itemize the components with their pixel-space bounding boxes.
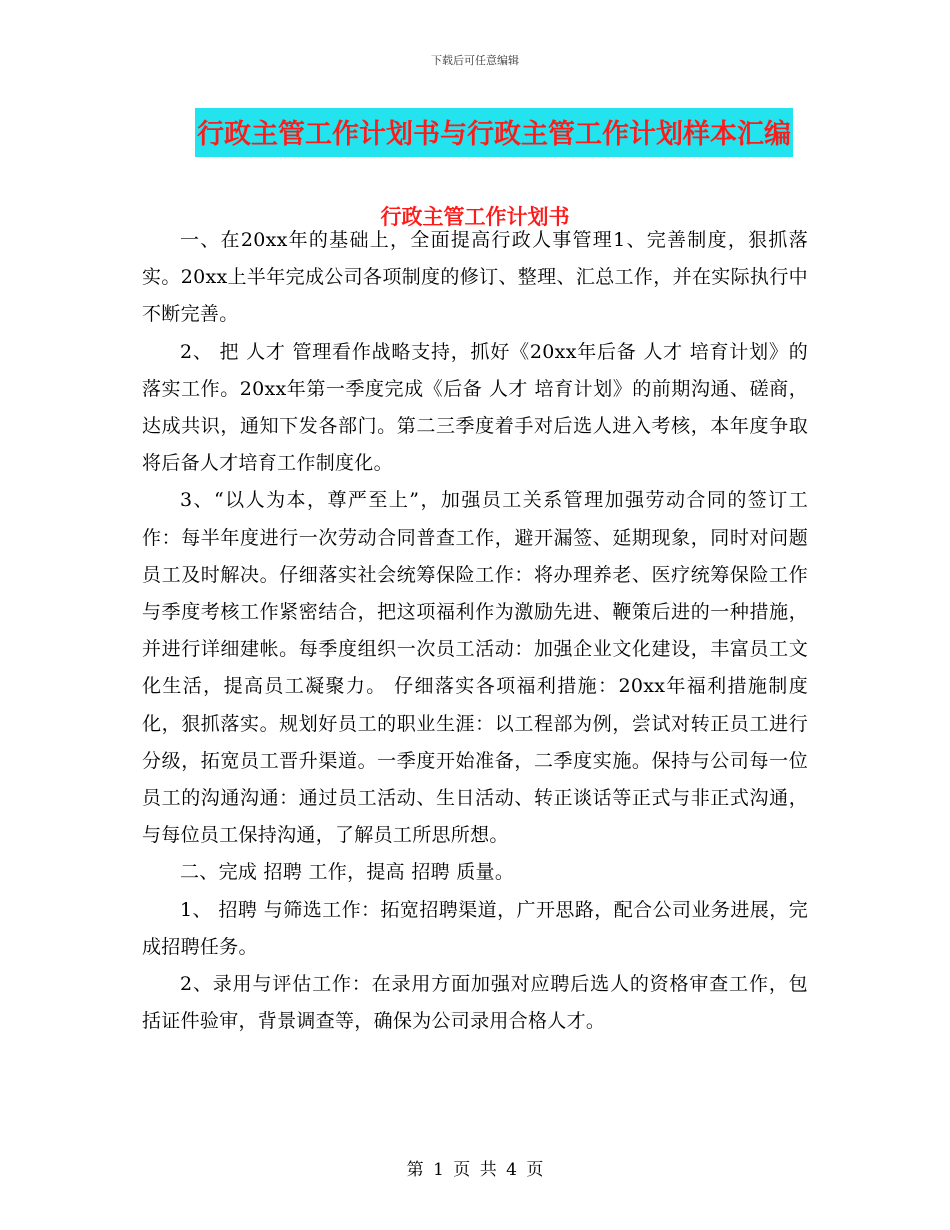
section-title: 行政主管工作计划书 (380, 204, 570, 229)
page-footer: 第 1 页 共 4 页 (406, 1160, 544, 1180)
header-note: 下载后可任意编辑 (431, 54, 519, 67)
paragraph: 1、 招聘 与筛选工作：拓宽招聘渠道，广开思路，配合公司业务进展，完成招聘任务。 (142, 898, 808, 958)
document-title: 行政主管工作计划书与行政主管工作计划样本汇编 (195, 108, 793, 157)
paragraph: 3、“以人为本，尊严至上”，加强员工关系管理加强劳动合同的签订工作：每半年度进行一次劳动合同普查工作，避开漏签、延期现象，同时对问题员工及时解决。仔细落实社会统筹保险工作：将办理养老、医疗统筹保险工作与季度考核工作紧密结合，把这项福利作为激励先进、鞭策后进的一种措施，并进行详细建帐。每季度组织一次员工活动：加强企业文化建设，丰富员工文化生活，提高员工凝聚力。 仔细落实各项福利措施：20xx年福利措施制度化，狠抓落实。规划好员工的职业生涯：以工程部为例，尝试对转正员工进行分级，拓宽员工晋升渠道。一季度开始准备，二季度实施。保持与公司每一位员工的沟通沟通：通过员工活动、生日活动、转正谈话等正式与非正式沟通，与每位员工保持沟通，了解员工所思所想。 (142, 489, 808, 847)
paragraph: 2、 把 人才 管理看作战略支持，抓好《20xx年后备 人才 培育计划》的落实工作。20xx年第一季度完成《后备 人才 培育计划》的前期沟通、磋商，达成共识，通知下发各部门。第二三季度着手对后选人进入考核，本年度争取将后备人才培育工作制度化。 (142, 340, 808, 475)
document-body (142, 222, 808, 1040)
paragraph: 二、完成 招聘 工作，提高 招聘 质量。 (180, 861, 515, 884)
paragraph: 一、在20xx年的基础上，全面提高行政人事管理1、完善制度，狠抓落实。20xx上半年完成公司各项制度的修订、整理、汇总工作，并在实际执行中不断完善。 (142, 229, 808, 326)
document-title-container (0, 108, 950, 157)
paragraph: 2、录用与评估工作：在录用方面加强对应聘后选人的资格审查工作，包括证件验审，背景调查等，确保为公司录用合格人才。 (142, 973, 808, 1033)
